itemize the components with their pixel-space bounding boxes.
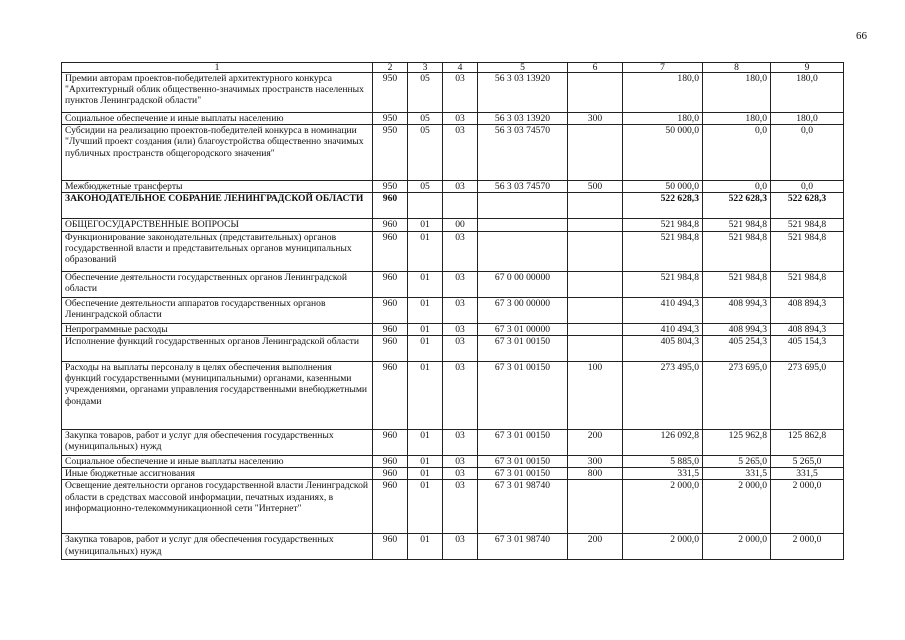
table-row (62, 125, 844, 181)
section-code: 05 (408, 125, 443, 181)
section-code (408, 193, 443, 219)
admin-code: 960 (373, 429, 408, 455)
subsection-code: 00 (443, 219, 478, 231)
amount-col-9: 0,0 (771, 125, 844, 181)
amount-col-8: 521 984,8 (703, 231, 771, 271)
column-header: 1 (62, 63, 373, 73)
amount-col-9: 408 894,3 (771, 297, 844, 323)
table-row (62, 335, 844, 361)
amount-col-7: 50 000,0 (623, 181, 703, 193)
amount-col-7: 410 494,3 (623, 297, 703, 323)
amount-col-8: 125 962,8 (703, 429, 771, 455)
section-code: 05 (408, 181, 443, 193)
table-row (62, 429, 844, 455)
amount-col-9: 521 984,8 (771, 271, 844, 297)
expense-type-code: 500 (568, 181, 623, 193)
section-code: 01 (408, 323, 443, 335)
amount-col-7: 5 885,0 (623, 455, 703, 467)
item-name: Межбюджетные трансферты (62, 181, 373, 193)
table-row (62, 271, 844, 297)
expense-type-code (568, 297, 623, 323)
expense-type-code (568, 335, 623, 361)
amount-col-8: 2 000,0 (703, 480, 771, 534)
column-header: 5 (478, 63, 568, 73)
expense-type-code: 800 (568, 468, 623, 480)
target-article-code: 56 3 03 13920 (478, 73, 568, 113)
table-row (62, 323, 844, 335)
expense-type-code: 200 (568, 429, 623, 455)
admin-code: 960 (373, 335, 408, 361)
target-article-code: 56 3 03 74570 (478, 125, 568, 181)
target-article-code (478, 219, 568, 231)
section-code: 01 (408, 361, 443, 429)
subsection-code: 03 (443, 534, 478, 560)
amount-col-9: 2 000,0 (771, 534, 844, 560)
item-name: Обеспечение деятельности аппаратов государственных органов Ленинградской области (62, 297, 373, 323)
table-row (62, 181, 844, 193)
item-name: ОБЩЕГОСУДАРСТВЕННЫЕ ВОПРОСЫ (62, 219, 373, 231)
target-article-code: 67 3 00 00000 (478, 297, 568, 323)
admin-code: 950 (373, 125, 408, 181)
amount-col-9: 180,0 (771, 113, 844, 125)
column-header: 3 (408, 63, 443, 73)
admin-code: 960 (373, 193, 408, 219)
section-code: 01 (408, 429, 443, 455)
target-article-code: 67 3 01 00150 (478, 335, 568, 361)
section-code: 01 (408, 468, 443, 480)
item-name: Обеспечение деятельности государственных органов Ленинградской области (62, 271, 373, 297)
amount-col-8: 408 994,3 (703, 323, 771, 335)
section-code: 01 (408, 271, 443, 297)
section-code: 05 (408, 73, 443, 113)
admin-code: 950 (373, 181, 408, 193)
item-name: Закупка товаров, работ и услуг для обеспечения государственных (муниципальных) нужд (62, 429, 373, 455)
item-name: Расходы на выплаты персоналу в целях обеспечения выполнения функций государственными (муниципальными) органами, казенными учреждениями, органами управления государственными внебюджетными фондами (62, 361, 373, 429)
target-article-code: 67 3 01 00150 (478, 468, 568, 480)
table-row (62, 468, 844, 480)
table-row (62, 480, 844, 534)
expense-type-code (568, 271, 623, 297)
amount-col-7: 180,0 (623, 113, 703, 125)
amount-col-9: 0,0 (771, 181, 844, 193)
amount-col-7: 331,5 (623, 468, 703, 480)
table-row (62, 297, 844, 323)
target-article-code: 67 3 01 00000 (478, 323, 568, 335)
table-row (62, 73, 844, 113)
amount-col-9: 180,0 (771, 73, 844, 113)
column-header: 4 (443, 63, 478, 73)
amount-col-9: 521 984,8 (771, 219, 844, 231)
expense-type-code (568, 219, 623, 231)
admin-code: 960 (373, 323, 408, 335)
expense-type-code (568, 125, 623, 181)
subsection-code: 03 (443, 480, 478, 534)
admin-code: 960 (373, 219, 408, 231)
amount-col-9: 408 894,3 (771, 323, 844, 335)
target-article-code: 67 3 01 00150 (478, 429, 568, 455)
target-article-code (478, 231, 568, 271)
item-name: Закупка товаров, работ и услуг для обеспечения государственных (муниципальных) нужд (62, 534, 373, 560)
subsection-code: 03 (443, 361, 478, 429)
column-header: 7 (623, 63, 703, 73)
amount-col-7: 405 804,3 (623, 335, 703, 361)
subsection-code: 03 (443, 125, 478, 181)
admin-code: 960 (373, 361, 408, 429)
amount-col-8: 273 695,0 (703, 361, 771, 429)
expense-type-code (568, 193, 623, 219)
target-article-code: 67 3 01 98740 (478, 480, 568, 534)
admin-code: 960 (373, 534, 408, 560)
amount-col-9: 125 862,8 (771, 429, 844, 455)
section-code: 01 (408, 480, 443, 534)
amount-col-7: 180,0 (623, 73, 703, 113)
subsection-code: 03 (443, 231, 478, 271)
admin-code: 960 (373, 480, 408, 534)
target-article-code: 67 0 00 00000 (478, 271, 568, 297)
amount-col-9: 521 984,8 (771, 231, 844, 271)
amount-col-8: 408 994,3 (703, 297, 771, 323)
amount-col-8: 522 628,3 (703, 193, 771, 219)
table-row (62, 219, 844, 231)
column-header: 6 (568, 63, 623, 73)
table-row (62, 361, 844, 429)
item-name: Исполнение функций государственных органов Ленинградской области (62, 335, 373, 361)
subsection-code: 03 (443, 429, 478, 455)
amount-col-7: 410 494,3 (623, 323, 703, 335)
item-name: Социальное обеспечение и иные выплаты населению (62, 113, 373, 125)
section-code: 01 (408, 455, 443, 467)
section-code: 01 (408, 297, 443, 323)
amount-col-8: 405 254,3 (703, 335, 771, 361)
target-article-code: 67 3 01 00150 (478, 455, 568, 467)
amount-col-7: 273 495,0 (623, 361, 703, 429)
amount-col-9: 273 695,0 (771, 361, 844, 429)
subsection-code: 03 (443, 323, 478, 335)
section-code: 01 (408, 231, 443, 271)
subsection-code (443, 193, 478, 219)
subsection-code: 03 (443, 113, 478, 125)
amount-col-8: 5 265,0 (703, 455, 771, 467)
expense-type-code: 100 (568, 361, 623, 429)
item-name: ЗАКОНОДАТЕЛЬНОЕ СОБРАНИЕ ЛЕНИНГРАДСКОЙ ОБЛАСТИ (62, 193, 373, 219)
expense-type-code: 300 (568, 455, 623, 467)
section-code: 01 (408, 219, 443, 231)
amount-col-8: 0,0 (703, 181, 771, 193)
subsection-code: 03 (443, 297, 478, 323)
amount-col-7: 521 984,8 (623, 271, 703, 297)
admin-code: 960 (373, 468, 408, 480)
amount-col-7: 2 000,0 (623, 534, 703, 560)
item-name: Премии авторам проектов-победителей архитектурного конкурса "Архитектурный облик общественно-значимых пространств населенных пунктов Ленинградской области" (62, 73, 373, 113)
expense-type-code (568, 480, 623, 534)
amount-col-8: 521 984,8 (703, 271, 771, 297)
amount-col-9: 331,5 (771, 468, 844, 480)
amount-col-7: 522 628,3 (623, 193, 703, 219)
subsection-code: 03 (443, 271, 478, 297)
subsection-code: 03 (443, 455, 478, 467)
subsection-code: 03 (443, 73, 478, 113)
expense-type-code (568, 73, 623, 113)
admin-code: 950 (373, 73, 408, 113)
amount-col-8: 331,5 (703, 468, 771, 480)
amount-col-8: 521 984,8 (703, 219, 771, 231)
subsection-code: 03 (443, 335, 478, 361)
item-name: Освещение деятельности органов государственной власти Ленинградской области в средствах массовой информации, печатных изданиях, в информационно-телекоммуникационной сети "Интернет" (62, 480, 373, 534)
amount-col-7: 521 984,8 (623, 231, 703, 271)
amount-col-9: 522 628,3 (771, 193, 844, 219)
section-code: 05 (408, 113, 443, 125)
item-name: Иные бюджетные ассигнования (62, 468, 373, 480)
column-header: 8 (703, 63, 771, 73)
item-name: Функционирование законодательных (представительных) органов государственной власти и представительных органов муниципальных образований (62, 231, 373, 271)
admin-code: 960 (373, 297, 408, 323)
expense-type-code: 200 (568, 534, 623, 560)
table-row (62, 231, 844, 271)
amount-col-9: 5 265,0 (771, 455, 844, 467)
table-header-row (62, 63, 844, 73)
expense-type-code (568, 231, 623, 271)
item-name: Непрограммные расходы (62, 323, 373, 335)
target-article-code (478, 193, 568, 219)
table-row (62, 193, 844, 219)
column-header: 2 (373, 63, 408, 73)
column-header: 9 (771, 63, 844, 73)
target-article-code: 56 3 03 13920 (478, 113, 568, 125)
admin-code: 950 (373, 113, 408, 125)
amount-col-9: 2 000,0 (771, 480, 844, 534)
admin-code: 960 (373, 231, 408, 271)
amount-col-8: 180,0 (703, 73, 771, 113)
amount-col-8: 180,0 (703, 113, 771, 125)
amount-col-7: 50 000,0 (623, 125, 703, 181)
amount-col-7: 2 000,0 (623, 480, 703, 534)
target-article-code: 67 3 01 98740 (478, 534, 568, 560)
section-code: 01 (408, 335, 443, 361)
amount-col-8: 2 000,0 (703, 534, 771, 560)
amount-col-9: 405 154,3 (771, 335, 844, 361)
amount-col-7: 126 092,8 (623, 429, 703, 455)
subsection-code: 03 (443, 468, 478, 480)
admin-code: 960 (373, 455, 408, 467)
page-number: 66 (856, 30, 867, 42)
target-article-code: 67 3 01 00150 (478, 361, 568, 429)
amount-col-8: 0,0 (703, 125, 771, 181)
subsection-code: 03 (443, 181, 478, 193)
table-row (62, 455, 844, 467)
target-article-code: 56 3 03 74570 (478, 181, 568, 193)
item-name: Социальное обеспечение и иные выплаты населению (62, 455, 373, 467)
expense-type-code: 300 (568, 113, 623, 125)
section-code: 01 (408, 534, 443, 560)
expense-type-code (568, 323, 623, 335)
table-row (62, 534, 844, 560)
table-row (62, 113, 844, 125)
budget-table (61, 62, 844, 560)
item-name: Субсидии на реализацию проектов-победителей конкурса в номинации "Лучший проект создания (или) благоустройства общественно значимых публичных пространств общегородского значения" (62, 125, 373, 181)
admin-code: 960 (373, 271, 408, 297)
amount-col-7: 521 984,8 (623, 219, 703, 231)
